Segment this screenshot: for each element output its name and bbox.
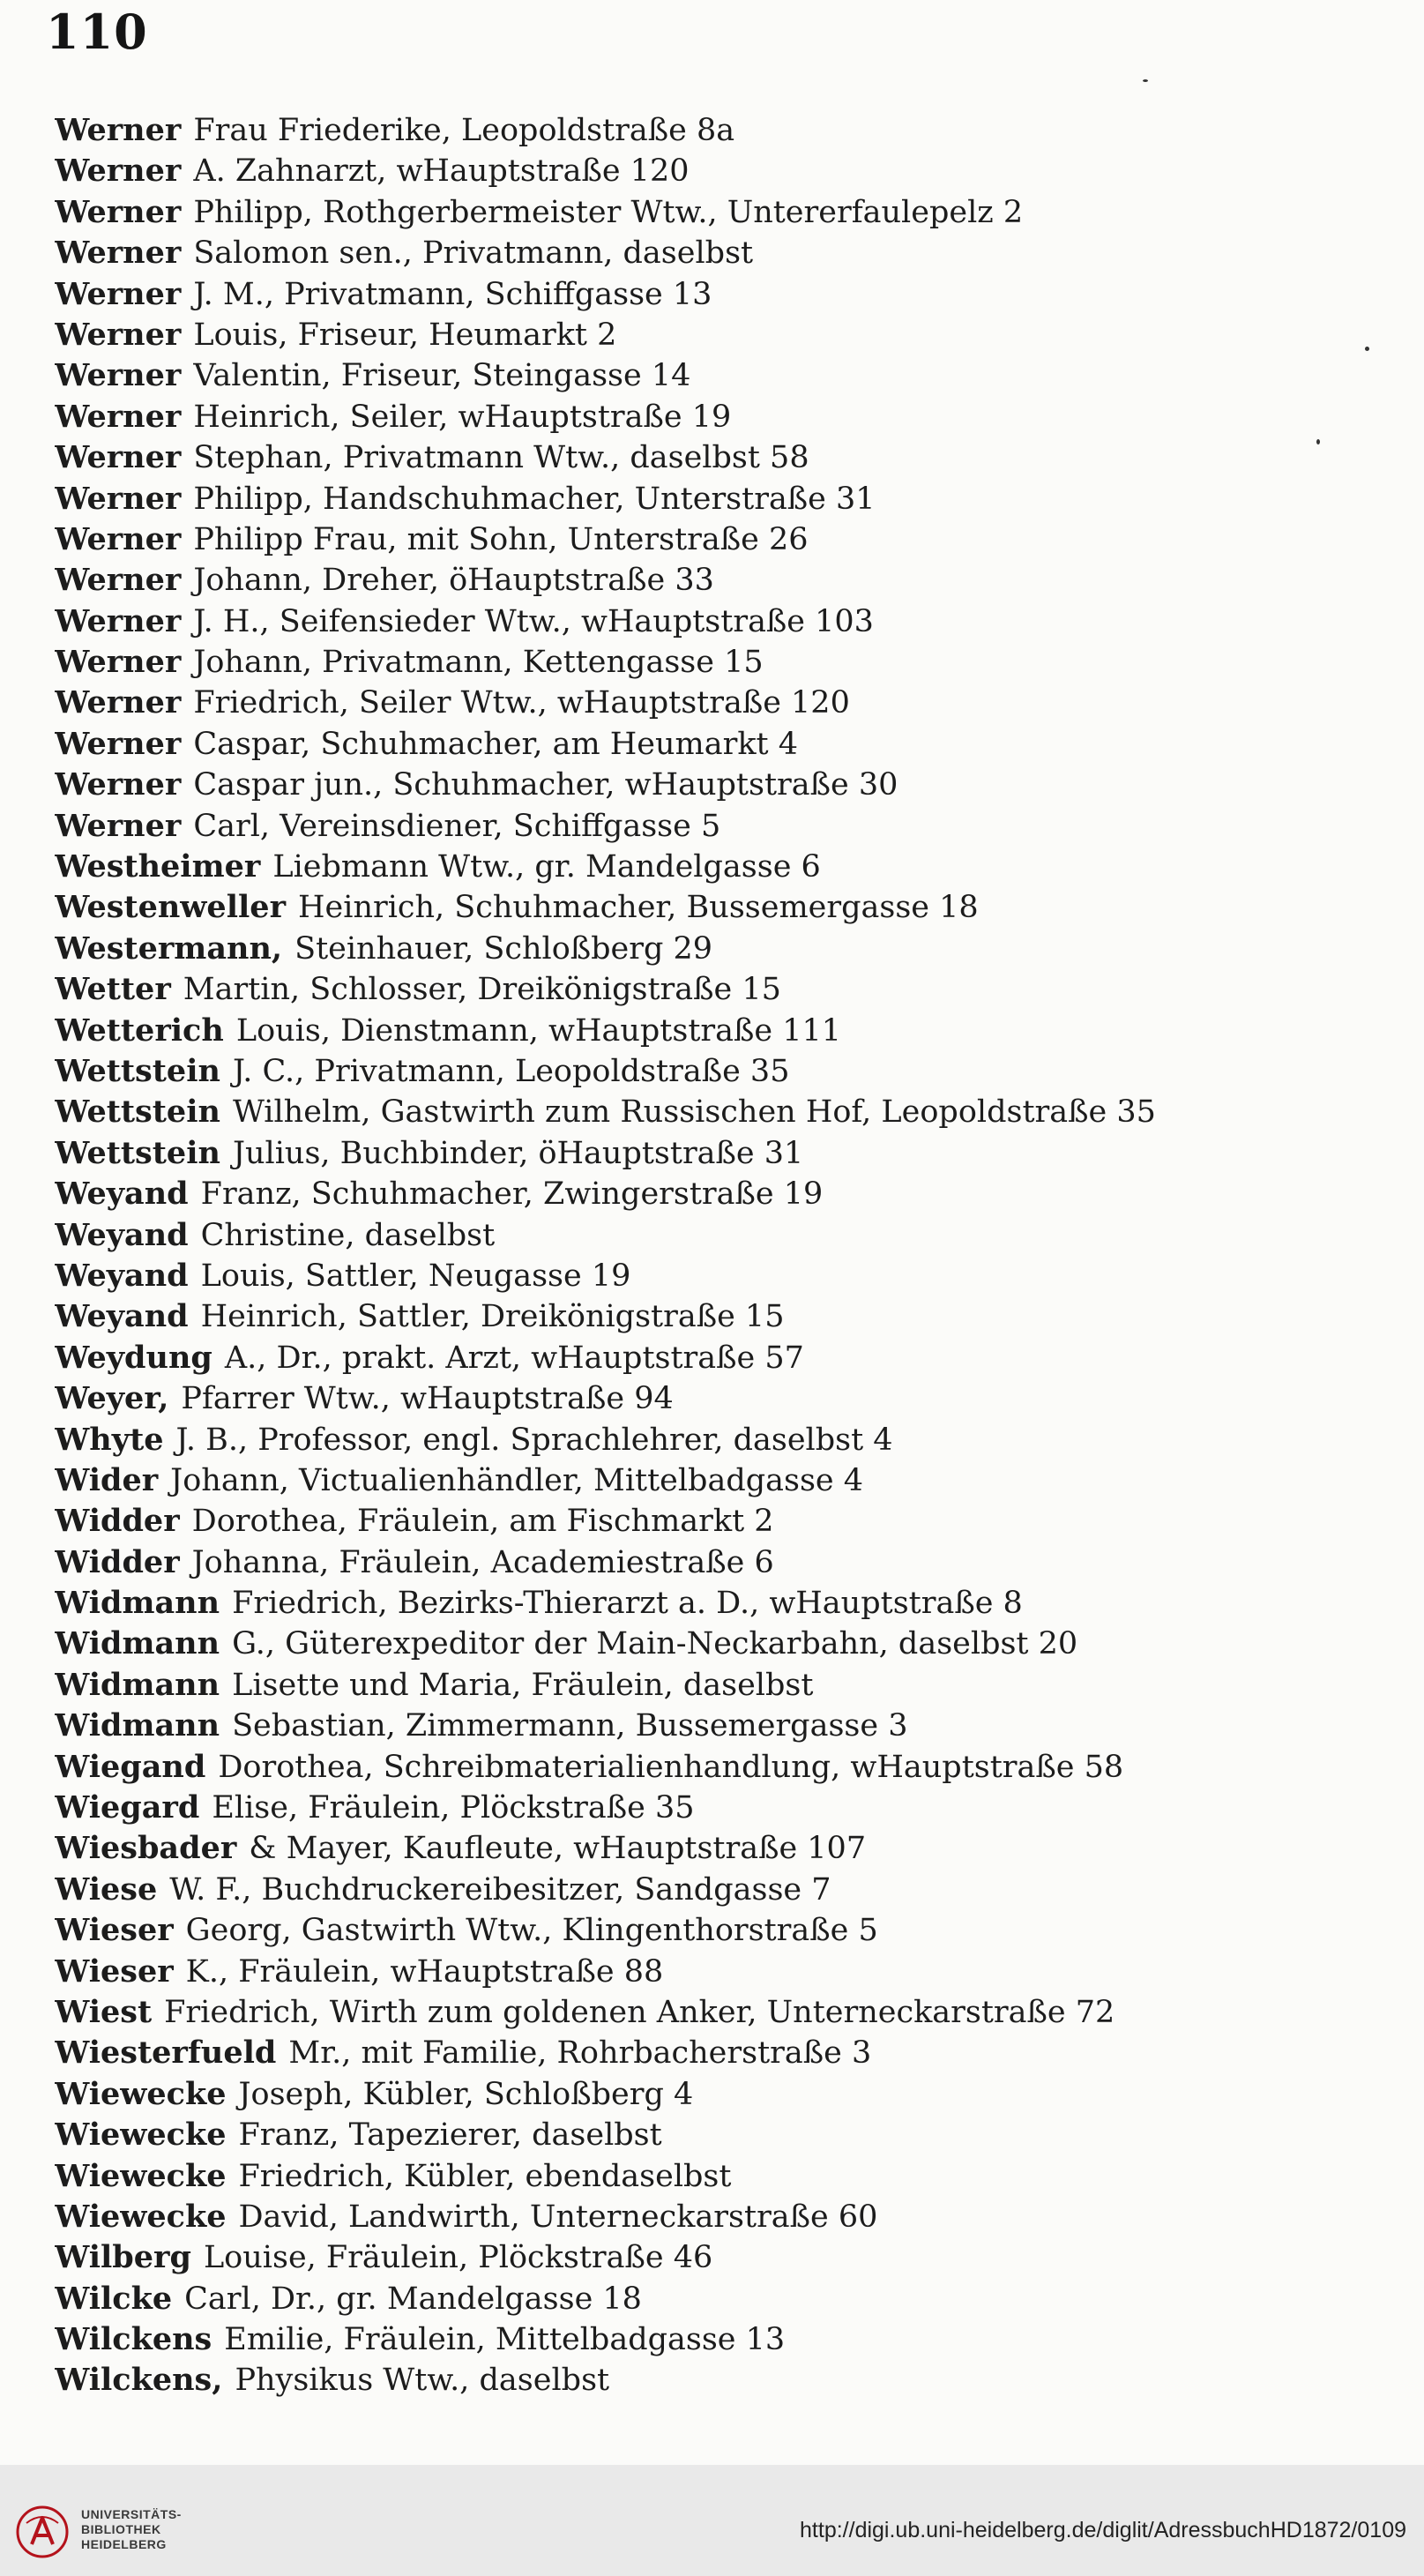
entry-details: Caspar jun., Schuhmacher, wHauptstraße 30 — [193, 767, 898, 803]
entry-surname: Werner — [55, 112, 182, 148]
directory-entry — [55, 1910, 1377, 1951]
entry-details: & Mayer, Kaufleute, wHauptstraße 107 — [249, 1831, 867, 1867]
entry-surname: Whyte — [55, 1421, 164, 1458]
entry-details: Dorothea, Fräulein, am Fischmarkt 2 — [191, 1504, 774, 1540]
entry-details: J. C., Privatmann, Leopoldstraße 35 — [232, 1053, 790, 1089]
entry-details: Philipp, Handschuhmacher, Unterstraße 31 — [193, 481, 876, 517]
entry-surname: Westermann, — [55, 930, 283, 967]
entry-surname: Wiesbader — [55, 1830, 237, 1867]
source-url-link[interactable]: http://digi.ub.uni-heidelberg.de/diglit/AdressbuchHD1872/0109 — [800, 2518, 1406, 2542]
entry-details: Steinhauer, Schloßberg 29 — [294, 930, 713, 967]
directory-entry — [55, 1665, 1377, 1706]
directory-entry — [55, 397, 1377, 437]
directory-entry — [55, 2279, 1377, 2319]
entry-surname: Wetter — [55, 971, 171, 1008]
directory-entry — [55, 151, 1377, 191]
directory-entry — [55, 1092, 1377, 1132]
directory-entry — [55, 1133, 1377, 1174]
entry-details: Louis, Sattler, Neugasse 19 — [200, 1258, 631, 1294]
entry-surname: Widmann — [55, 1707, 220, 1744]
entry-surname: Wiest — [55, 1993, 153, 2030]
entry-surname: Westenweller — [55, 889, 287, 926]
entry-details: Philipp Frau, mit Sohn, Unterstraße 26 — [193, 521, 809, 557]
entry-surname: Wiegand — [55, 1748, 206, 1785]
entry-surname: Weyand — [55, 1176, 189, 1213]
entry-surname: Werner — [55, 807, 182, 844]
entry-surname: Werner — [55, 398, 182, 435]
entry-surname: Weydung — [55, 1339, 212, 1376]
directory-entry — [55, 683, 1377, 723]
entry-details: Frau Friederike, Leopoldstraße 8a — [193, 113, 735, 148]
directory-entry — [55, 969, 1377, 1010]
entry-surname: Wiesterfueld — [55, 2035, 277, 2072]
directory-entry — [55, 1952, 1377, 1992]
entry-surname: Wieser — [55, 1912, 174, 1949]
entry-details: Caspar, Schuhmacher, am Heumarkt 4 — [193, 726, 799, 762]
entry-surname: Wettstein — [55, 1094, 220, 1131]
entry-details: Dorothea, Schreibmaterialienhandlung, wHauptstraße 58 — [218, 1749, 1124, 1785]
directory-entry — [55, 1460, 1377, 1501]
directory-entry — [55, 519, 1377, 560]
entry-details: Louise, Fräulein, Plöckstraße 46 — [203, 2240, 713, 2276]
entry-details: Julius, Buchbinder, öHauptstraße 31 — [232, 1135, 804, 1171]
entry-surname: Wiewecke — [55, 2075, 227, 2112]
directory-entry — [55, 274, 1377, 315]
entry-surname: Werner — [55, 562, 182, 599]
entry-surname: Weyand — [55, 1298, 189, 1335]
entry-surname: Werner — [55, 684, 182, 721]
entry-details: Elise, Fräulein, Plöckstraße 35 — [212, 1790, 695, 1826]
entry-details: Friedrich, Bezirks-Thierarzt a. D., wHauptstraße 8 — [232, 1586, 1023, 1622]
directory-entry — [55, 1378, 1377, 1419]
directory-entry — [55, 1788, 1377, 1828]
entry-details: Valentin, Friseur, Steingasse 14 — [193, 358, 691, 394]
directory-entry — [55, 315, 1377, 355]
entry-details: Johann, Privatmann, Kettengasse 15 — [193, 645, 764, 681]
directory-entry — [55, 642, 1377, 683]
directory-entry — [55, 1583, 1377, 1624]
entry-details: Franz, Schuhmacher, Zwingerstraße 19 — [200, 1176, 824, 1213]
entry-surname: Wettstein — [55, 1134, 220, 1171]
entry-details: Christine, daselbst — [200, 1217, 496, 1253]
directory-entries — [55, 110, 1377, 2401]
directory-entry — [55, 601, 1377, 642]
entry-details: Johann, Victualienhändler, Mittelbadgasse 4 — [170, 1462, 864, 1498]
entry-details: A. Zahnarzt, wHauptstraße 120 — [193, 153, 690, 190]
directory-entry — [55, 2033, 1377, 2073]
directory-entry — [55, 479, 1377, 519]
entry-surname: Wiewecke — [55, 2157, 227, 2194]
entry-surname: Werner — [55, 520, 182, 557]
entry-surname: Wettstein — [55, 1052, 220, 1089]
page-number: 110 — [46, 4, 148, 60]
entry-surname: Widmann — [55, 1585, 220, 1622]
footer-bar — [0, 2465, 1424, 2576]
directory-entry — [55, 2115, 1377, 2155]
entry-surname: Widmann — [55, 1625, 220, 1662]
directory-entry — [55, 806, 1377, 847]
directory-entry — [55, 1174, 1377, 1214]
directory-entry — [55, 2319, 1377, 2360]
entry-surname: Wilckens — [55, 2321, 212, 2358]
entry-surname: Wiese — [55, 1870, 158, 1908]
heidelberg-university-library-logo-icon — [14, 2504, 71, 2560]
entry-details: Wilhelm, Gastwirth zum Russischen Hof, Leopoldstraße 35 — [232, 1094, 1156, 1131]
entry-surname: Widmann — [55, 1666, 220, 1703]
entry-surname: Widder — [55, 1503, 180, 1540]
entry-details: K., Fräulein, wHauptstraße 88 — [185, 1953, 664, 1990]
directory-entry — [55, 2360, 1377, 2401]
entry-details: Franz, Tapezierer, daselbst — [238, 2117, 662, 2154]
directory-entry — [55, 765, 1377, 805]
directory-entry — [55, 887, 1377, 928]
entry-surname: Weyand — [55, 1216, 189, 1253]
entry-details: Physikus Wtw., daselbst — [235, 2363, 610, 2399]
directory-entry — [55, 1215, 1377, 1256]
entry-surname: Werner — [55, 357, 182, 394]
entry-surname: Weyand — [55, 1257, 189, 1294]
directory-entry — [55, 192, 1377, 233]
library-name — [81, 2507, 182, 2552]
directory-entry — [55, 1992, 1377, 2033]
directory-entry — [55, 1501, 1377, 1542]
entry-details: Carl, Dr., gr. Mandelgasse 18 — [184, 2281, 642, 2317]
entry-details: Joseph, Kübler, Schloßberg 4 — [238, 2076, 694, 2112]
entry-details: Stephan, Privatmann Wtw., daselbst 58 — [193, 440, 809, 476]
directory-entry — [55, 2197, 1377, 2237]
entry-surname: Werner — [55, 725, 182, 762]
entry-details: Mr., mit Familie, Rohrbacherstraße 3 — [288, 2035, 872, 2072]
entry-details: Heinrich, Schuhmacher, Bussemergasse 18 — [298, 890, 979, 926]
print-speck — [1143, 79, 1148, 82]
entry-surname: Wilckens, — [55, 2362, 223, 2399]
entry-surname: Werner — [55, 602, 182, 639]
entry-surname: Westheimer — [55, 848, 261, 885]
entry-details: Sebastian, Zimmermann, Bussemergasse 3 — [232, 1708, 908, 1744]
directory-entry — [55, 1747, 1377, 1788]
entry-surname: Werner — [55, 235, 182, 272]
directory-entry — [55, 233, 1377, 273]
entry-details: Friedrich, Seiler Wtw., wHauptstraße 120 — [193, 685, 850, 721]
directory-entry — [55, 355, 1377, 396]
entry-surname: Werner — [55, 766, 182, 803]
entry-surname: Werner — [55, 275, 182, 312]
entry-details: Pfarrer Wtw., wHauptstraße 94 — [181, 1381, 674, 1417]
directory-entry — [55, 1624, 1377, 1664]
library-name-line: UNIVERSITÄTS- — [81, 2507, 182, 2521]
directory-entry — [55, 1870, 1377, 1910]
directory-entry — [55, 1420, 1377, 1460]
entry-surname: Wiegard — [55, 1789, 200, 1826]
entry-details: David, Landwirth, Unterneckarstraße 60 — [238, 2199, 878, 2235]
entry-surname: Werner — [55, 480, 182, 517]
directory-entry — [55, 560, 1377, 601]
directory-entry — [55, 1296, 1377, 1337]
entry-details: Salomon sen., Privatmann, daselbst — [193, 235, 754, 272]
library-name-line: BIBLIOTHEK — [81, 2522, 161, 2536]
directory-entry — [55, 724, 1377, 765]
entry-details: Georg, Gastwirth Wtw., Klingenthorstraße 5 — [185, 1913, 878, 1949]
entry-details: Philipp, Rothgerbermeister Wtw., Untererfaulepelz 2 — [193, 194, 1024, 230]
entry-details: Louis, Friseur, Heumarkt 2 — [193, 317, 617, 353]
entry-surname: Wetterich — [55, 1012, 224, 1049]
entry-surname: Werner — [55, 644, 182, 681]
entry-details: Johanna, Fräulein, Academiestraße 6 — [191, 1544, 774, 1580]
directory-entry — [55, 2156, 1377, 2197]
directory-entry — [55, 1542, 1377, 1583]
directory-entry — [55, 1011, 1377, 1051]
entry-surname: Wieser — [55, 1953, 174, 1990]
library-name-line: HEIDELBERG — [81, 2537, 167, 2551]
entry-details: A., Dr., prakt. Arzt, wHauptstraße 57 — [224, 1340, 804, 1376]
directory-entry — [55, 2074, 1377, 2115]
entry-surname: Wiewecke — [55, 2198, 227, 2235]
entry-surname: Werner — [55, 316, 182, 353]
directory-entry — [55, 929, 1377, 969]
entry-surname: Weyer, — [55, 1380, 169, 1417]
entry-surname: Wilberg — [55, 2239, 191, 2276]
entry-details: Martin, Schlosser, Dreikönigstraße 15 — [183, 972, 781, 1008]
entry-details: J. B., Professor, engl. Sprachlehrer, daselbst 4 — [175, 1422, 893, 1458]
entry-surname: Wider — [55, 1461, 159, 1498]
entry-details: J. M., Privatmann, Schiffgasse 13 — [193, 276, 712, 312]
entry-details: G., Güterexpeditor der Main-Neckarbahn, daselbst 20 — [232, 1626, 1078, 1662]
entry-details: Emilie, Fräulein, Mittelbadgasse 13 — [224, 2322, 786, 2358]
directory-entry — [55, 2237, 1377, 2278]
entry-details: W. F., Buchdruckereibesitzer, Sandgasse 7 — [169, 1871, 831, 1908]
entry-details: J. H., Seifensieder Wtw., wHauptstraße 103 — [193, 603, 874, 639]
directory-entry — [55, 1051, 1377, 1092]
entry-surname: Wilcke — [55, 2280, 173, 2317]
directory-entry — [55, 847, 1377, 887]
entry-details: Friedrich, Kübler, ebendaselbst — [238, 2158, 732, 2194]
directory-entry — [55, 110, 1377, 151]
directory-entry — [55, 1256, 1377, 1296]
entry-details: Louis, Dienstmann, wHauptstraße 111 — [235, 1012, 842, 1049]
entry-details: Liebmann Wtw., gr. Mandelgasse 6 — [272, 849, 821, 885]
entry-surname: Werner — [55, 439, 182, 476]
directory-entry — [55, 1828, 1377, 1869]
directory-entry — [55, 437, 1377, 478]
entry-details: Carl, Vereinsdiener, Schiffgasse 5 — [193, 808, 721, 844]
entry-surname: Werner — [55, 193, 182, 230]
entry-details: Heinrich, Seiler, wHauptstraße 19 — [193, 399, 732, 435]
directory-entry — [55, 1706, 1377, 1746]
entry-details: Friedrich, Wirth zum goldenen Anker, Unterneckarstraße 72 — [164, 1994, 1115, 2030]
entry-surname: Werner — [55, 153, 182, 190]
entry-surname: Wiewecke — [55, 2117, 227, 2154]
entry-details: Johann, Dreher, öHauptstraße 33 — [193, 563, 714, 599]
entry-details: Heinrich, Sattler, Dreikönigstraße 15 — [200, 1299, 785, 1335]
entry-details: Lisette und Maria, Fräulein, daselbst — [232, 1667, 814, 1703]
directory-entry — [55, 1338, 1377, 1378]
entry-surname: Widder — [55, 1543, 180, 1580]
